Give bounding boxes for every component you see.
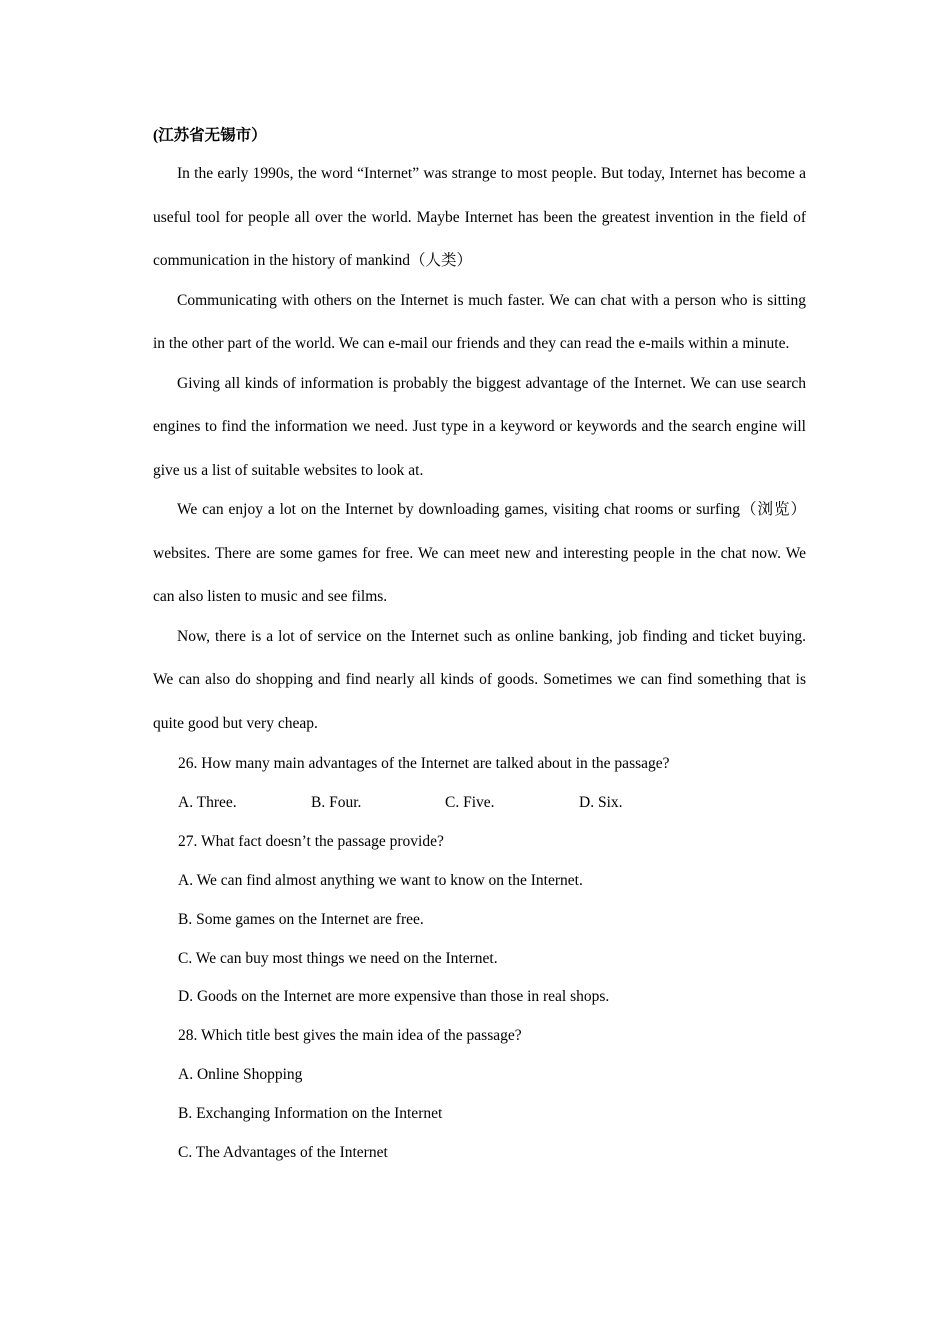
reading-passage (153, 152, 806, 745)
passage-paragraph-5: Now, there is a lot of service on the Internet such as online banking, job finding and ticket buying. We can also do shopping and find nearly all kinds of goods. Sometimes we can find something that is quite good but very cheap. (153, 627, 806, 732)
question-27-option-b: B. Some games on the Internet are free. (178, 910, 424, 928)
passage-paragraph-1: In the early 1990s, the word “Internet” was strange to most people. But today, Internet has become a useful tool for people all over the world. Maybe Internet has been the greatest invention in the field of communication in the history of mankind（人类） (153, 165, 806, 269)
passage-paragraph-4: We can enjoy a lot on the Internet by downloading games, visiting chat rooms or surfing（浏览）websites. There are some games for free. We can meet new and interesting people in the chat now. We can also listen to music and see films. (153, 501, 806, 605)
questions-section (153, 745, 806, 1173)
question-28-option-b: B. Exchanging Information on the Internet (178, 1105, 443, 1123)
question-26-option-d: D. Six. (579, 793, 623, 811)
document-page (153, 124, 806, 1173)
question-27-option-a: A. We can find almost anything we want to know on the Internet. (178, 871, 583, 889)
question-27-option-d: D. Goods on the Internet are more expensive than those in real shops. (178, 988, 610, 1006)
question-27-option-c: C. We can buy most things we need on the Internet. (178, 949, 498, 967)
question-26-option-a: A. Three. (178, 793, 237, 811)
question-26-options (153, 784, 806, 823)
question-26-option-b: B. Four. (311, 793, 362, 811)
source-heading: (江苏省无锡市） (153, 127, 267, 144)
question-28-option-a: A. Online Shopping (178, 1066, 303, 1084)
passage-paragraph-2: Communicating with others on the Internet is much faster. We can chat with a person who is sitting in the other part of the world. We can e-mail our friends and they can read the e-mails within a minute. (153, 291, 806, 352)
question-28-option-c: C. The Advantages of the Internet (178, 1144, 388, 1162)
passage-paragraph-3: Giving all kinds of information is probably the biggest advantage of the Internet. We can use search engines to find the information we need. Just type in a keyword or keywords and the search engine will give us a list of suitable websites to look at. (153, 374, 806, 479)
question-28-stem: 28. Which title best gives the main idea of the passage? (178, 1027, 522, 1045)
question-26-option-c: C. Five. (445, 793, 495, 811)
question-26-stem: 26. How many main advantages of the Internet are talked about in the passage? (178, 755, 670, 772)
question-27-stem: 27. What fact doesn’t the passage provide? (178, 832, 444, 850)
